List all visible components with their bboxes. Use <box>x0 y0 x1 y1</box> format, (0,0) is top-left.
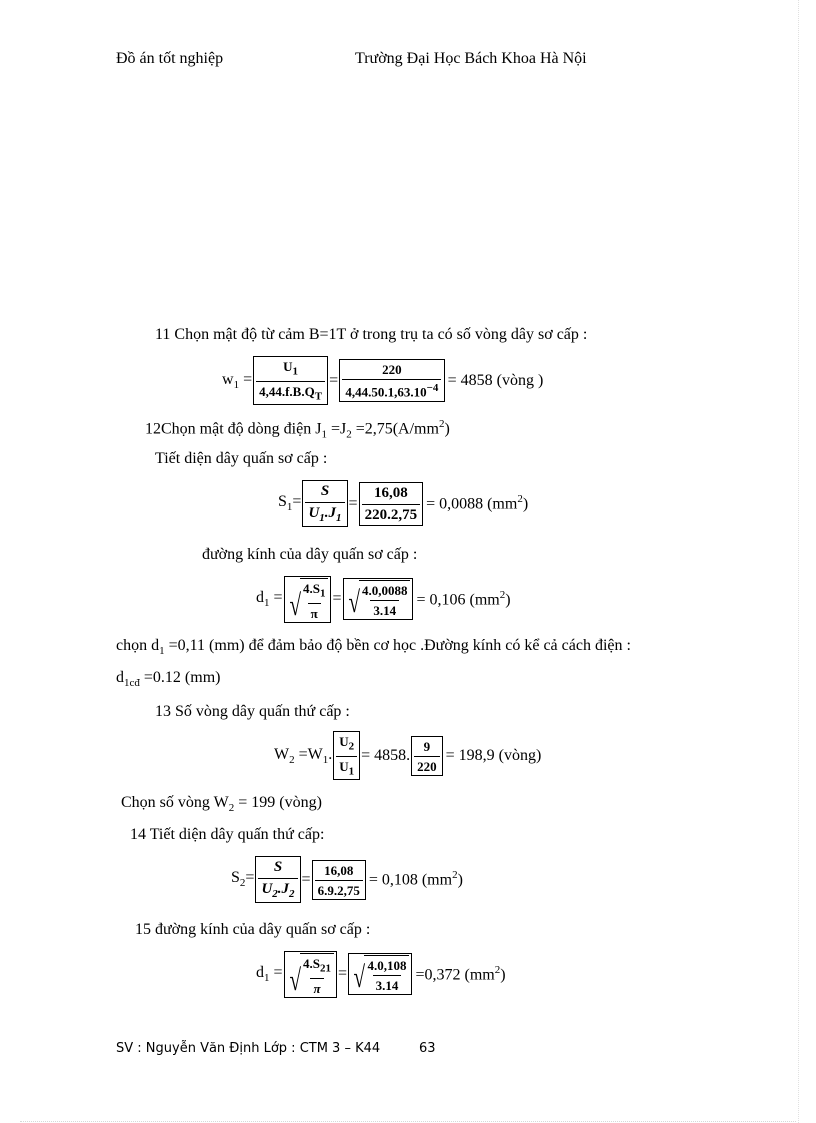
equation-s2: $S_2=$ $\frac{S}{U_2.J_2}$ = $\frac{16,08}{6.9.2,75}$ = 0,108 $(mm^2)$ <box>231 856 463 903</box>
eq-d1-lhs: $d_1$ = <box>256 589 283 610</box>
eq-w2-result: = 198,9 (vòng) <box>445 746 542 764</box>
equation-d2: $d_1$ = √ $\frac{4.S_{21}}{\pi}$ = √ $\frac{4.0,108}{3.14}$ =0,372 $(mm^2)$ <box>256 951 506 998</box>
eq-w1-fraction-1: $\frac{U_1}{4,44.f.B.Q_T}$ <box>253 356 328 405</box>
eq-d2-sqrt-1: √ $\frac{4.S_{21}}{\pi}$ <box>284 951 337 998</box>
eq-d1-result: = 0,106 $(mm^2)$ <box>416 589 511 609</box>
equation-w2 <box>274 731 541 780</box>
page-bottom-border <box>20 1121 796 1122</box>
footer-page-number: 63 <box>419 1041 436 1056</box>
section-12-text: 12Chọn mật độ dòng điện $J_1 =J_2 =2,75(A/mm^2)$ <box>145 418 450 441</box>
eq-d2-result: =0,372 $(mm^2)$ <box>415 964 506 984</box>
d1cd-text: $d_{1cđ} =0.12$ (mm) <box>116 669 221 690</box>
footer-student: SV : Nguyễn Văn Định Lớp : CTM 3 – K44 <box>116 1041 381 1056</box>
tiet-dien-so-cap-label: Tiết diện dây quấn sơ cấp : <box>155 450 328 467</box>
section-14-text: 14 Tiết diện dây quấn thứ cấp: <box>130 826 325 843</box>
section-15-text: 15 đường kính của dây quấn sơ cấp : <box>135 921 371 938</box>
eq-s2-fraction-1: $\frac{S}{U_2.J_2}$ <box>255 856 300 903</box>
eq-s1-lhs: $S_1=$ <box>278 493 302 514</box>
eq-d1-sqrt-1: √ $\frac{4.S_1}{\pi}$ <box>284 576 332 623</box>
eq-s2-fraction-2: $\frac{16,08}{6.9.2,75}$ <box>312 860 366 900</box>
eq-w2-mid: = 4858. <box>361 746 411 764</box>
eq-w1-lhs: $w_1$ = <box>222 370 253 391</box>
eq-w2-lhs: $W_2 =W_1$. <box>274 745 333 766</box>
duong-kinh-so-cap-label: đường kính của dây quấn sơ cấp : <box>202 546 418 563</box>
header-right: Trường Đại Học Bách Khoa Hà Nội <box>355 50 587 67</box>
equation-w1: $w_1$ = $\frac{U_1}{4,44.f.B.Q_T}$ = $\frac{220}{4,44.50.1,63.10^{-4}}$ = 4858 (vòng ) <box>222 356 543 405</box>
eq-d2-sqrt-2: √ $\frac{4.0,108}{3.14}$ <box>348 953 412 995</box>
chon-d1-text: chọn $d_1 =0,11$ (mm) để đảm bảo độ bền cơ học .Đường kính có kể cả cách điện : <box>116 637 631 658</box>
eq-d2-lhs: $d_1$ = <box>256 964 283 985</box>
chon-w2-text: Chọn số vòng $W_2 = 199$ (vòng) <box>121 794 322 815</box>
eq-s2-lhs: $S_2=$ <box>231 869 255 890</box>
eq-w2-fraction-1: $\frac{U_2}{U_1}$ <box>333 731 360 780</box>
eq-s2-result: = 0,108 $(mm^2)$ <box>368 869 463 889</box>
eq-s1-fraction-1: $\frac{S}{U_1.J_1}$ <box>302 480 347 527</box>
equation-s1: $S_1=$ $\frac{S}{U_1.J_1}$ = $\frac{16,08}{220.2,75}$ = 0,0088 $(mm^2)$ <box>278 480 528 527</box>
page-right-border <box>798 0 799 1123</box>
section-11-text: 11 Chọn mật độ từ cảm B=1T ở trong trụ ta có số vòng dây sơ cấp : <box>155 326 588 343</box>
eq-s1-result: = 0,0088 $(mm^2)$ <box>426 493 529 513</box>
section-13-text: 13 Số vòng dây quấn thứ cấp : <box>155 703 350 720</box>
eq-w1-result: = 4858 (vòng ) <box>447 371 544 389</box>
equation-d1: $d_1$ = √ $\frac{4.S_1}{\pi}$ = √ $\frac{4.0,0088}{3.14}$ = 0,106 $(mm^2)$ <box>256 576 511 623</box>
header-left: Đồ án tốt nghiệp <box>116 50 224 67</box>
eq-w2-fraction-2: $\frac{9}{220}$ <box>411 736 443 776</box>
eq-d1-sqrt-2: √ $\frac{4.0,0088}{3.14}$ <box>343 578 414 620</box>
eq-w1-fraction-2: $\frac{220}{4,44.50.1,63.10^{-4}}$ <box>339 359 445 401</box>
eq-s1-fraction-2: $\frac{16,08}{220.2,75}$ <box>359 482 424 526</box>
